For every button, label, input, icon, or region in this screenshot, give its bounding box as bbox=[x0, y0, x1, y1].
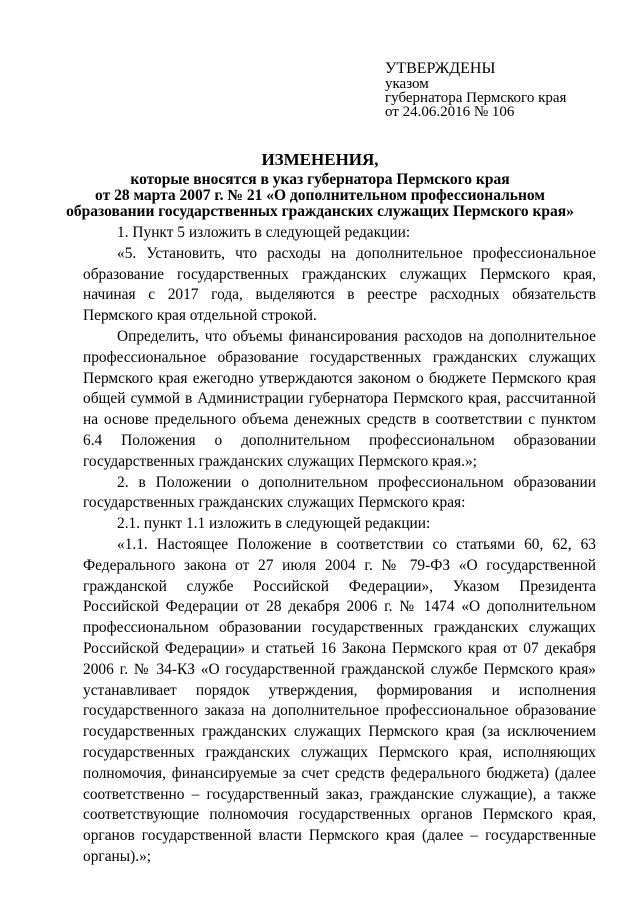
approval-line-decree: указом bbox=[385, 76, 429, 92]
body-paragraph: Определить, что объемы финансирования расходов на дополнительное профессиональное образование государственных гражданских служащих Пермского края ежегодно утверждаются законом о бюджете Пермского края общей суммой в Администрации губернатора Пермского края, рассчитанной на основе предельного объема денежных средств в соответствии с пунктом 6.4 Положения о дополнительном профессиональном образовании государственных гражданских служащих Пермского края.»; bbox=[83, 327, 596, 470]
body-paragraph: 1. Пункт 5 изложить в следующей редакции: bbox=[117, 224, 411, 241]
body-paragraph: 2.1. пункт 1.1 изложить в следующей редакции: bbox=[117, 515, 431, 533]
document-body bbox=[83, 223, 596, 868]
heading-subtitle-line: от 28 марта 2007 г. № 21 «О дополнительном профессиональном bbox=[95, 187, 545, 204]
document-title: ИЗМЕНЕНИЯ, bbox=[261, 150, 379, 169]
body-paragraph: «1.1. Настоящее Положение в соответствии со статьями 60, 62, 63 Федерального закона от 27 июля 2004 г. № 79-ФЗ «О государственной гражданской службе Российской Федерации», Указом Президента Российской Федерации от 28 декабря 2006 г. № 1474 «О дополнительном профессиональном образовании государственных гражданских служащих Российской Федерации» и статьей 16 Закона Пермского края от 07 декабря 2006 г. № 34-КЗ «О государственной гражданской службе Пермского края» устанавливает порядок утверждения, формирования и исполнения государственного заказа на дополнительное профессиональное образование государственных гражданских служащих Пермского края (за исключением государственных гражданских служащих Пермского края, исполняющих полномочия, финансируемые за счет средств федерального бюджета) (далее соответственно – государственный заказ, гражданские служащие), а также соответствующие полномочия государственных органов Пермского края, органов государственной власти Пермского края (далее – государственные органы).»; bbox=[83, 535, 596, 865]
heading-subtitle-line: образовании государственных гражданских служащих Пермского края» bbox=[66, 203, 574, 220]
document-heading bbox=[0, 150, 640, 220]
heading-subtitle-line: которые вносятся в указ губернатора Пермского края bbox=[130, 171, 510, 188]
approval-stamp bbox=[385, 60, 566, 119]
approval-title: УТВЕРЖДЕНЫ bbox=[385, 60, 496, 77]
approval-line-governor: губернатора Пермского края bbox=[385, 90, 567, 106]
approval-line-date: от 24.06.2016 № 106 bbox=[385, 104, 515, 120]
body-paragraph: 2. в Положении о дополнительном профессиональном образовании государственных гражданских служащих Пермского края: bbox=[83, 473, 596, 512]
body-paragraph: «5. Установить, что расходы на дополнительное профессиональное образование государственных гражданских служащих Пермского края, начиная с 2017 года, выделяются в реестре расходных обязательств Пермского края отдельной строкой. bbox=[83, 244, 596, 325]
